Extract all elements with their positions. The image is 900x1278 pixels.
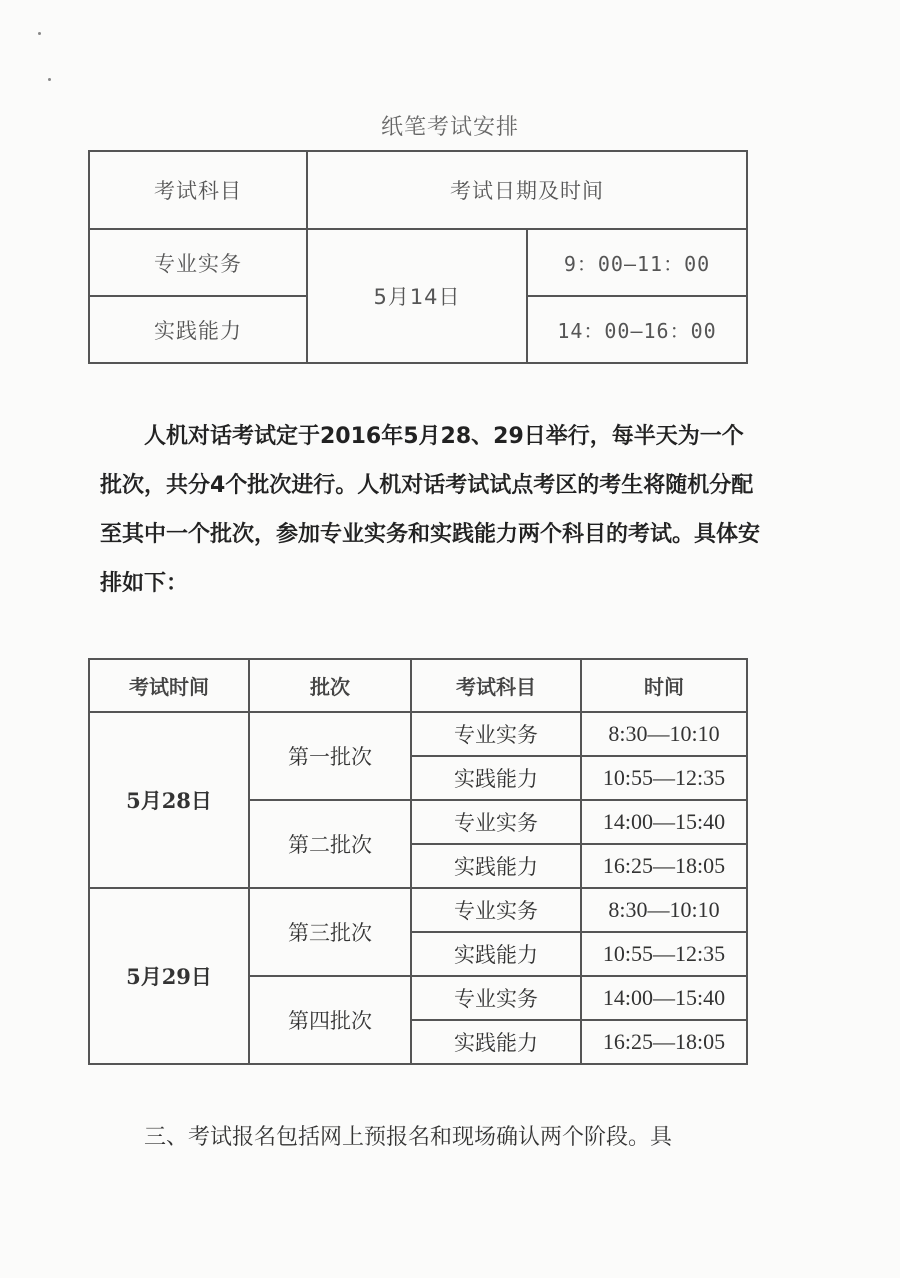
paper-exam-table bbox=[88, 150, 748, 364]
subject-cell: 实践能力 bbox=[411, 844, 581, 888]
subject-cell: 实践能力 bbox=[89, 296, 307, 363]
batch-cell: 第一批次 bbox=[249, 712, 411, 800]
subject-cell: 专业实务 bbox=[411, 800, 581, 844]
subject-cell: 实践能力 bbox=[411, 756, 581, 800]
table-row bbox=[89, 712, 747, 756]
scan-speck bbox=[48, 78, 51, 81]
paper-exam-title: 纸笔考试安排 bbox=[380, 115, 519, 140]
table-row bbox=[89, 229, 747, 296]
machine-exam-table bbox=[88, 658, 748, 1065]
scan-speck bbox=[38, 32, 41, 35]
batch-cell: 第三批次 bbox=[249, 888, 411, 976]
batch-cell: 第二批次 bbox=[249, 800, 411, 888]
subject-cell: 专业实务 bbox=[411, 888, 581, 932]
date-cell: 5月14日 bbox=[307, 229, 527, 363]
subject-cell: 专业实务 bbox=[411, 976, 581, 1020]
date-cell: 5月29日 bbox=[89, 888, 249, 1064]
subject-cell: 专业实务 bbox=[411, 712, 581, 756]
time-cell: 8:30—10:10 bbox=[581, 712, 747, 756]
date-cell: 5月28日 bbox=[89, 712, 249, 888]
subject-cell: 专业实务 bbox=[89, 229, 307, 296]
header-cell-batch: 批次 bbox=[249, 659, 411, 712]
time-cell: 8:30—10:10 bbox=[581, 888, 747, 932]
header-cell-subject: 考试科目 bbox=[89, 151, 307, 229]
time-cell: 14:00—15:40 bbox=[581, 976, 747, 1020]
table-row bbox=[89, 888, 747, 932]
time-cell: 16:25—18:05 bbox=[581, 844, 747, 888]
machine-exam-paragraph: 人机对话考试定于2016年5月28、29日举行，每半天为一个批次，共分4个批次进行。人机对话考试试点考区的考生将随机分配至其中一个批次，参加专业实务和实践能力两个科目的考试。具体安排如下： bbox=[100, 424, 761, 596]
subject-cell: 实践能力 bbox=[411, 932, 581, 976]
time-cell: 14:00—15:40 bbox=[581, 800, 747, 844]
time-cell: 16:25—18:05 bbox=[581, 1020, 747, 1064]
time-cell: 10:55—12:35 bbox=[581, 756, 747, 800]
header-cell-datetime: 考试日期及时间 bbox=[307, 151, 747, 229]
table-header-row bbox=[89, 659, 747, 712]
header-cell-subject: 考试科目 bbox=[411, 659, 581, 712]
time-cell: 10:55—12:35 bbox=[581, 932, 747, 976]
batch-cell: 第四批次 bbox=[249, 976, 411, 1064]
time-cell: 14：00—16：00 bbox=[527, 296, 747, 363]
subject-cell: 实践能力 bbox=[411, 1020, 581, 1064]
table-header-row bbox=[89, 151, 747, 229]
header-cell-exam-time: 考试时间 bbox=[89, 659, 249, 712]
header-cell-time: 时间 bbox=[581, 659, 747, 712]
closing-paragraph: 三、考试报名包括网上预报名和现场确认两个阶段。具 bbox=[144, 1125, 673, 1150]
time-cell: 9：00—11：00 bbox=[527, 229, 747, 296]
